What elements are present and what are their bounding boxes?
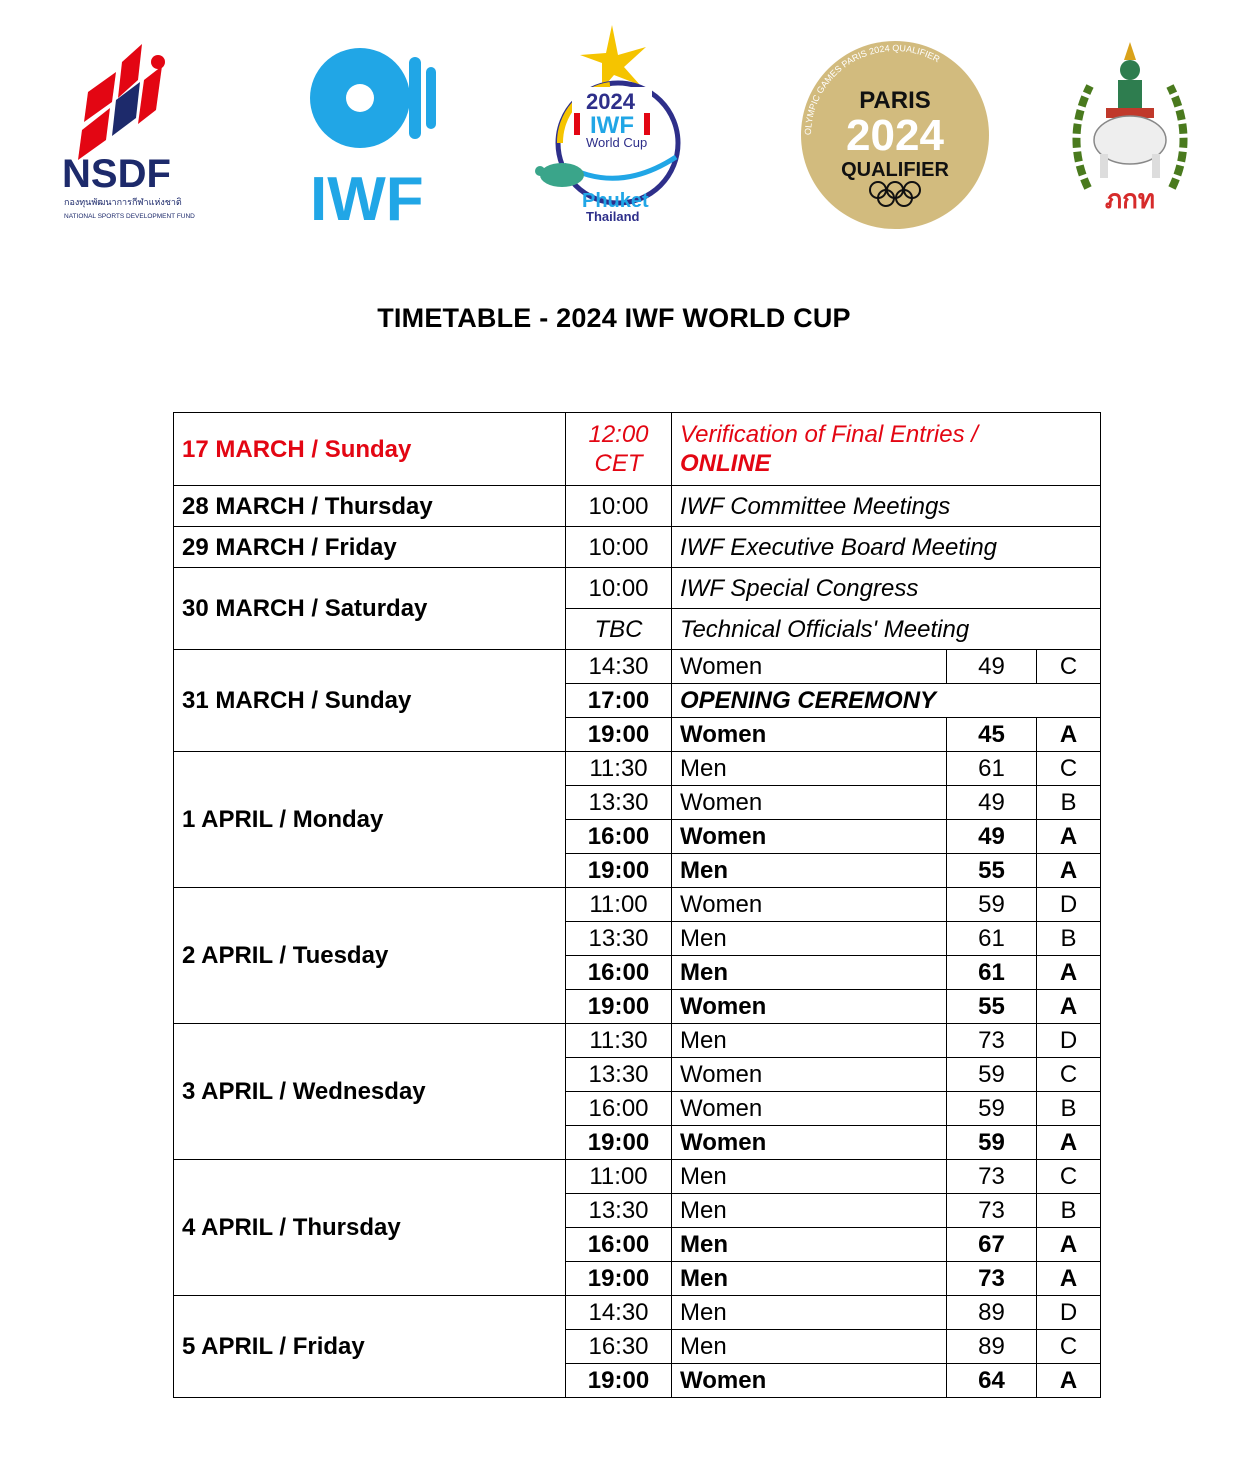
category-cell: 55: [947, 990, 1037, 1024]
date-cell: 17 MARCH / Sunday: [174, 413, 566, 486]
date-cell: 2 APRIL / Tuesday: [174, 888, 566, 1024]
time-cell: 13:30: [566, 786, 672, 820]
category-cell: 59: [947, 1092, 1037, 1126]
gender-cell: Men: [672, 1194, 947, 1228]
event-mode: ONLINE: [680, 450, 771, 477]
date-cell: 5 APRIL / Friday: [174, 1296, 566, 1398]
event-cell: OPENING CEREMONY: [672, 684, 1101, 718]
table-row: [174, 752, 1101, 786]
gender-cell: Men: [672, 956, 947, 990]
group-cell: C: [1037, 752, 1101, 786]
svg-text:กองทุนพัฒนาการกีฬาแห่งชาติ: กองทุนพัฒนาการกีฬาแห่งชาติ: [64, 197, 182, 207]
table-row: [174, 486, 1101, 527]
group-cell: A: [1037, 1262, 1101, 1296]
group-cell: A: [1037, 990, 1101, 1024]
event-cell: [672, 413, 1101, 486]
svg-text:Phuket: Phuket: [582, 190, 649, 212]
gender-cell: Women: [672, 820, 947, 854]
gender-cell: Women: [672, 990, 947, 1024]
time-cell: 16:00: [566, 956, 672, 990]
time-cell: 11:00: [566, 888, 672, 922]
table-row: [174, 527, 1101, 568]
time-cell: 16:00: [566, 1228, 672, 1262]
category-cell: 67: [947, 1228, 1037, 1262]
svg-text:2024: 2024: [846, 111, 944, 160]
event-cell: IWF Special Congress: [672, 568, 1101, 609]
gender-cell: Women: [672, 1092, 947, 1126]
time-cell: 19:00: [566, 1126, 672, 1160]
gender-cell: Women: [672, 888, 947, 922]
event-cell: Technical Officials' Meeting: [672, 609, 1101, 650]
event-cell: IWF Committee Meetings: [672, 486, 1101, 527]
table-row: [174, 650, 1101, 684]
group-cell: B: [1037, 922, 1101, 956]
group-cell: C: [1037, 1160, 1101, 1194]
category-cell: 45: [947, 718, 1037, 752]
time-cell: 14:30: [566, 650, 672, 684]
group-cell: B: [1037, 1092, 1101, 1126]
gender-cell: Women: [672, 1058, 947, 1092]
document-title: TIMETABLE - 2024 IWF WORLD CUP: [377, 303, 851, 333]
time-cell: 13:30: [566, 1058, 672, 1092]
time-cell: TBC: [566, 609, 672, 650]
time-cell: 13:30: [566, 922, 672, 956]
thai-weightlifting-association-emblem: [1060, 38, 1200, 218]
date-cell: 30 MARCH / Saturday: [174, 568, 566, 650]
group-cell: C: [1037, 1330, 1101, 1364]
event-cell: IWF Executive Board Meeting: [672, 527, 1101, 568]
group-cell: D: [1037, 1296, 1101, 1330]
gender-cell: Women: [672, 718, 947, 752]
category-cell: 49: [947, 786, 1037, 820]
category-cell: 59: [947, 1058, 1037, 1092]
time-cell: 11:30: [566, 752, 672, 786]
table-row: [174, 1024, 1101, 1058]
time-cell: 10:00: [566, 568, 672, 609]
time-cell: 14:30: [566, 1296, 672, 1330]
time-cell: 19:00: [566, 718, 672, 752]
group-cell: D: [1037, 1024, 1101, 1058]
time-cell: 19:00: [566, 990, 672, 1024]
category-cell: 55: [947, 854, 1037, 888]
time-cell: 17:00: [566, 684, 672, 718]
paris-2024-qualifier-logo: [800, 40, 990, 230]
group-cell: B: [1037, 786, 1101, 820]
gender-cell: Men: [672, 1024, 947, 1058]
table-row: [174, 413, 1101, 486]
group-cell: A: [1037, 1364, 1101, 1398]
date-cell: 31 MARCH / Sunday: [174, 650, 566, 752]
group-cell: A: [1037, 820, 1101, 854]
time-cell: 11:30: [566, 1024, 672, 1058]
svg-text:NATIONAL SPORTS DEVELOPMENT FU: NATIONAL SPORTS DEVELOPMENT FUND: [64, 213, 195, 220]
time-cell: 19:00: [566, 1364, 672, 1398]
gender-cell: Women: [672, 650, 947, 684]
time-cell: 10:00: [566, 527, 672, 568]
gender-cell: Men: [672, 1160, 947, 1194]
table-row: [174, 568, 1101, 609]
svg-text:NSDF: NSDF: [62, 152, 171, 196]
category-cell: 61: [947, 922, 1037, 956]
group-cell: C: [1037, 1058, 1101, 1092]
category-cell: 73: [947, 1194, 1037, 1228]
table-row: [174, 1160, 1101, 1194]
group-cell: A: [1037, 854, 1101, 888]
date-cell: 1 APRIL / Monday: [174, 752, 566, 888]
category-cell: 59: [947, 1126, 1037, 1160]
svg-text:Thailand: Thailand: [586, 209, 640, 224]
gender-cell: Men: [672, 1330, 947, 1364]
time-cell: 11:00: [566, 1160, 672, 1194]
category-cell: 89: [947, 1330, 1037, 1364]
group-cell: A: [1037, 1228, 1101, 1262]
category-cell: 61: [947, 956, 1037, 990]
svg-text:IWF: IWF: [590, 112, 634, 139]
time-cell: 19:00: [566, 1262, 672, 1296]
gender-cell: Women: [672, 1364, 947, 1398]
category-cell: 73: [947, 1160, 1037, 1194]
group-cell: D: [1037, 888, 1101, 922]
category-cell: 64: [947, 1364, 1037, 1398]
time-cell: 16:00: [566, 1092, 672, 1126]
group-cell: B: [1037, 1194, 1101, 1228]
date-cell: 3 APRIL / Wednesday: [174, 1024, 566, 1160]
gender-cell: Men: [672, 1262, 947, 1296]
svg-text:World Cup: World Cup: [586, 135, 648, 150]
category-cell: 49: [947, 650, 1037, 684]
category-cell: 59: [947, 888, 1037, 922]
time-cell: 12:00 CET: [566, 413, 672, 486]
date-cell: 29 MARCH / Friday: [174, 527, 566, 568]
svg-text:ภกท: ภกท: [1104, 185, 1156, 215]
event-text: Verification of Final Entries /: [680, 421, 978, 448]
group-cell: A: [1037, 1126, 1101, 1160]
gender-cell: Men: [672, 1296, 947, 1330]
gender-cell: Women: [672, 786, 947, 820]
table-row: [174, 1296, 1101, 1330]
group-cell: A: [1037, 956, 1101, 990]
time-cell: 16:30: [566, 1330, 672, 1364]
category-cell: 61: [947, 752, 1037, 786]
date-cell: 4 APRIL / Thursday: [174, 1160, 566, 1296]
svg-text:PARIS: PARIS: [859, 87, 931, 114]
svg-text:IWF: IWF: [310, 165, 424, 225]
time-cell: 13:30: [566, 1194, 672, 1228]
category-cell: 73: [947, 1262, 1037, 1296]
category-cell: 89: [947, 1296, 1037, 1330]
svg-text:OLYMPIC GAMES PARIS 2024 QUALI: OLYMPIC GAMES PARIS 2024 QUALIFIER: [802, 42, 942, 136]
gender-cell: Men: [672, 854, 947, 888]
table-row: [174, 888, 1101, 922]
group-cell: A: [1037, 718, 1101, 752]
time-cell: 19:00: [566, 854, 672, 888]
category-cell: 49: [947, 820, 1037, 854]
world-cup-logo: [530, 25, 690, 225]
gender-cell: Women: [672, 1126, 947, 1160]
group-cell: C: [1037, 650, 1101, 684]
time-cell: 10:00: [566, 486, 672, 527]
time-cell: 16:00: [566, 820, 672, 854]
svg-text:QUALIFIER: QUALIFIER: [841, 159, 949, 181]
gender-cell: Men: [672, 922, 947, 956]
nsdf-logo: [60, 40, 200, 225]
timetable: [173, 412, 1101, 1398]
date-cell: 28 MARCH / Thursday: [174, 486, 566, 527]
svg-text:2024: 2024: [586, 89, 635, 114]
iwf-logo: [305, 45, 445, 225]
gender-cell: Men: [672, 1228, 947, 1262]
category-cell: 73: [947, 1024, 1037, 1058]
gender-cell: Men: [672, 752, 947, 786]
